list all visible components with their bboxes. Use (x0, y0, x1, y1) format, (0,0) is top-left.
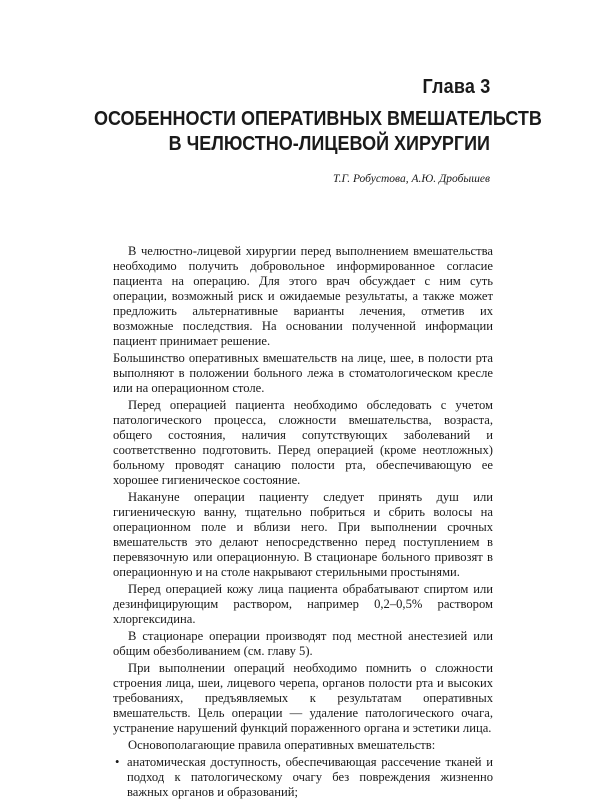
paragraph: При выполнении операций необходимо помнить о сложности строения лица, шеи, лицевого черепа, органов полости рта и высоких требованиях, предъявляемых к результатам оперативных вмешательств. Цель операции — удаление патологического очага, устранение нарушений функций пораженного органа и эстетики лица. (113, 661, 493, 735)
paragraph: В челюстно-лицевой хирургии перед выполнением вмешательства необходимо получить добровольное информированное согласие пациента на операцию. Для этого врач обсуждает с ним суть операции, возможный риск и ожидаемые результаты, а также может предложить альтернативные варианты лечения, отметив их возможные последствия. На основании полученной информации пациент принимает решение. (113, 244, 493, 348)
paragraph: Накануне операции пациенту следует принять душ или гигиеническую ванну, тщательно побриться и сбрить волосы на операционном поле и вблизи него. При выполнении срочных вмешательств это делают непосредственно перед поступлением в перевязочную или операционную. В стационаре больного привозят в операционную и на столе накрывают стерильными простынями. (113, 490, 493, 579)
chapter-title (94, 107, 542, 157)
authors-line: Т.Г. Робустова, А.Ю. Дробышев (332, 173, 490, 185)
chapter-title-line: ОСОБЕННОСТИ ОПЕРАТИВНЫХ ВМЕШАТЕЛЬСТВ (94, 108, 542, 130)
paragraph: Перед операцией пациента необходимо обследовать с учетом патологического процесса, сложности вмешательства, возраста, общего состояния, наличия сопутствующих заболеваний и соответственно подготовить. Перед операцией (кроме неотложных) больному проводят санацию полости рта, обеспечивающую ее хорошее гигиеническое состояние. (113, 398, 493, 487)
paragraph: В стационаре операции производят под местной анестезией или общим обезболиванием (см. главу 5). (113, 629, 493, 658)
body-text (113, 244, 493, 800)
list-item: • анатомическая доступность, обеспечивающая рассечение тканей и подход к патологическому очагу без повреждения жизненно важных органов и образований; (113, 755, 493, 800)
paragraph: Большинство оперативных вмешательств на лице, шее, в полости рта выполняют в положении больного лежа в стоматологическом кресле или на операционном столе. (113, 351, 493, 395)
paragraph: Перед операцией кожу лица пациента обрабатывают спиртом или дезинфицирующим раствором, например 0,2–0,5% раствором хлоргексидина. (113, 582, 493, 626)
paragraph: Основополагающие правила оперативных вмешательств: (128, 738, 436, 752)
rules-list (113, 755, 493, 800)
chapter-label: Глава 3 (422, 76, 490, 98)
chapter-title-line: В ЧЕЛЮСТНО-ЛИЦЕВОЙ ХИРУРГИИ (168, 133, 490, 155)
